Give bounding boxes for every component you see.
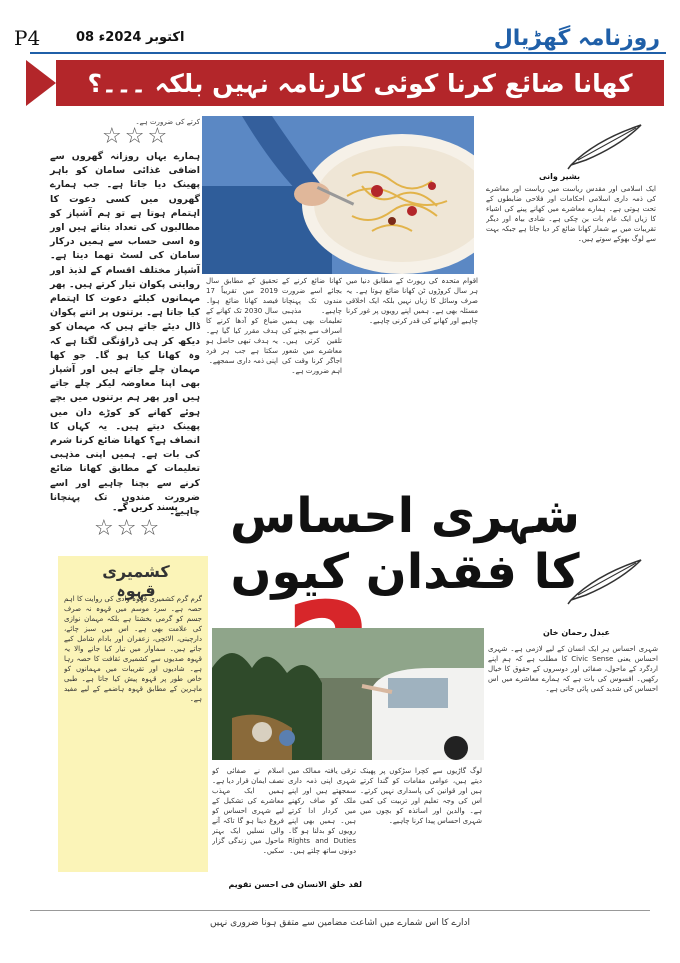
article2-column-3: ترقی یافتہ ممالک میں شہری اپنی ذمہ داری سمجھتے ہیں اور اپنے ملک کو صاف رکھنے میں کردار ادا کرتے ہیں۔ ہمیں بھی اپنے رویوں کو بدلنا ہو گا۔ Rights and Duties دونوں ساتھ چلتے ہیں۔ <box>288 767 356 855</box>
footer-disclaimer: ادارے کا اس شمارے میں اشاعت مضامین سے متفق ہونا ضروری نہیں <box>209 918 471 928</box>
newspaper-name: روزنامہ گھڑیال <box>493 26 660 51</box>
stars-divider-top: ☆☆☆ <box>102 124 171 149</box>
article2-column-2: لوگ گاڑیوں سے کچرا سڑکوں پر پھینک دیتے ہیں، عوامی مقامات کو گندا کرتے ہیں اور قوانین کی پاسداری نہیں کرتے۔ اس کی وجہ تعلیم اور تربیت کی کمی ہے۔ والدین اور اساتذہ کو بچوں میں شہری احساس پیدا کرنا چاہیے۔ <box>360 767 482 825</box>
article2-column-1: شہری احساس ہر ایک انسان کے لیے لازمی ہے۔ شہری احساس یعنی Civic Sense کا مطلب ہے کہ ہم اپنے اردگرد کے ماحول، صفائی اور دوسروں کے حقوق کا خیال رکھیں۔ افسوس کی بات ہے کہ ہمارے معاشرے میں اس احساس کی شدید کمی پائی جاتی ہے۔ <box>488 645 658 693</box>
headline-civic-sense: شہری احساس کا فقدان کیوں <box>229 488 581 600</box>
top-note: کرتے کی ضرورت ہے۔ <box>135 118 200 126</box>
article2-author: عبدل رحمان خان <box>542 628 610 637</box>
page-number: P4 <box>14 26 41 50</box>
article2-column-4: اسلام نے صفائی کو نصف ایمان قرار دیا ہے۔ ہمیں ایک مہذب معاشرے کی تشکیل کے لیے شہری احساس کو فروغ دینا ہو گا تاکہ آنے والی نسلیں ایک بہتر ماحول میں زندگی گزار سکیں۔ <box>212 767 284 855</box>
quill-icon-2 <box>566 555 646 605</box>
left-column-article: ہمارے یہاں روزانہ گھروں سے اضافی غذائی سامان کو باہر پھینک دیا جاتا ہے۔ جب ہمارے گھروں میں کسی دعوت کا اہتمام ہوتا ہے تو ہم آشپاز کو مطالبوں کی تعداد بتاتے ہیں اور وہ اسی حساب سے ہمیں درکار سامان کی لسٹ تھما دیتا ہے۔ آشپاز مختلف اقسام کے لذیذ اور روایتی پکوان تیار کرتے ہیں۔ پھر مہمانوں کیلئے دعوت کا اہتمام کیا جاتا ہے۔ برتنوں پر اتنے پکوان ڈال دیئے جاتے ہیں کہ مہمان کو دیکھ کر ہی ڈراؤنگی لگتا ہے کہ وہ کھانا کیا ہو گا۔ جو کھا مہمان چلے جاتے ہیں اور آشپاز بھی اپنا معاوضہ لیکر چلے جاتے ہیں اور پھر ہم برتنوں میں بچے ہوئے کھانے کو کوڑے دان میں پھینک دیتے ہیں۔ یہ کہاں کا انصاف ہے؟ کھانا ضائع کرنا شرم کی بات ہے۔ ہمیں اپنی مذہبی تعلیمات کے مطابق کھانا ضائع کرنے سے بچنا چاہیے اور اسے ضرورت مندوں تک پہنچانا چاہیے۔ <box>50 151 200 518</box>
article1-column-4: تحقیق کے مطابق سال 2019 میں تقریباً 17 فیصد کھانا ضائع ہوا۔ سال 2030 تک کھانے کے ضیاع کو آدھا کرنے کا ہدف مقرر کیا گیا ہے۔ یہ ہدف تبھی حاصل ہو سکتا ہے جب ہر فرد اپنی ذمہ داری سمجھے۔ <box>206 277 278 365</box>
article1-column-2: اقوام متحدہ کی رپورٹ کے مطابق دنیا میں ہر سال کروڑوں ٹن کھانا ضائع ہوتا ہے۔ یہ صرف وسائل کا زیاں نہیں بلکہ ایک اخلاقی مسئلہ بھی ہے۔ ہمیں اپنے رویوں پر غور کرنا چاہیے اور کھانے کی قدر کرنی چاہیے۔ <box>346 277 478 325</box>
article1-column-1: ایک اسلامی اور مقدس ریاست میں ریاست اور معاشرے کی ذمہ داری اسلامی احکامات اور فلاحی ضابطوں کے تحت ہوتی ہے۔ ہمارے معاشرے میں کھانے پینے کی اشیاء کا زیاں ایک عام بات بن چکی ہے۔ شادی بیاہ اور دیگر تقریبات میں بے شمار کھانا ضائع کر دیا جاتا ہے جبکہ بہت سے لوگ بھوکے سوتے ہیں۔ <box>486 185 656 243</box>
article1-column-3: کھانا ضائع کرنے کے بجائے اسے ضرورت مندوں تک پہنچانا چاہیے۔ مذہبی تعلیمات بھی ہمیں اسراف سے بچنے کی تلقین کرتی ہیں۔ معاشرے میں شعور اجاگر کرنا وقت کی اہم ضرورت ہے۔ <box>282 277 342 375</box>
headline-food-waste: کھانا ضائع کرنا کوئی کارنامہ نہیں بلکہ ۔۔۔؟ <box>56 60 664 106</box>
article2-quote: لقد خلق الانسان فی احسن تقویم <box>228 880 362 889</box>
issue-date: 08 اکتوبر 2024ء <box>76 30 185 45</box>
footer-rule <box>30 910 650 911</box>
kahwa-text: گرم گرم کشمیری قہوہ وادی کی روایت کا اہم حصہ ہے۔ سرد موسم میں قہوہ نہ صرف جسم کو گرمی بخشتا ہے بلکہ مہمان نوازی کی علامت بھی ہے۔ اس میں سبز چائے، دارچینی، الائچی، زعفران اور بادام شامل کیے جاتے ہیں۔ سماوار میں تیار کیا جانے والا یہ قہوہ صدیوں سے کشمیری ثقافت کا حصہ رہا ہے۔ شادیوں اور تقریبات میں مہمانوں کو خاص طور پر قہوہ پیش کیا جاتا ہے۔ طبی ماہرین کے مطابق قہوہ ہاضمے کے لیے مفید ہے۔ <box>64 595 202 703</box>
littering-photo <box>212 628 484 760</box>
left-column-end: پسند کریں گے۔ <box>112 503 178 513</box>
article1-author: بشیر وانی <box>539 172 580 181</box>
food-waste-photo <box>202 116 474 274</box>
masthead-rule <box>30 52 666 54</box>
quill-icon <box>566 120 646 170</box>
kahwa-title: کشمیری قہوہ <box>102 562 170 600</box>
headline-flag-decoration <box>26 60 56 106</box>
stars-divider-bottom: ☆☆☆ <box>94 516 163 541</box>
